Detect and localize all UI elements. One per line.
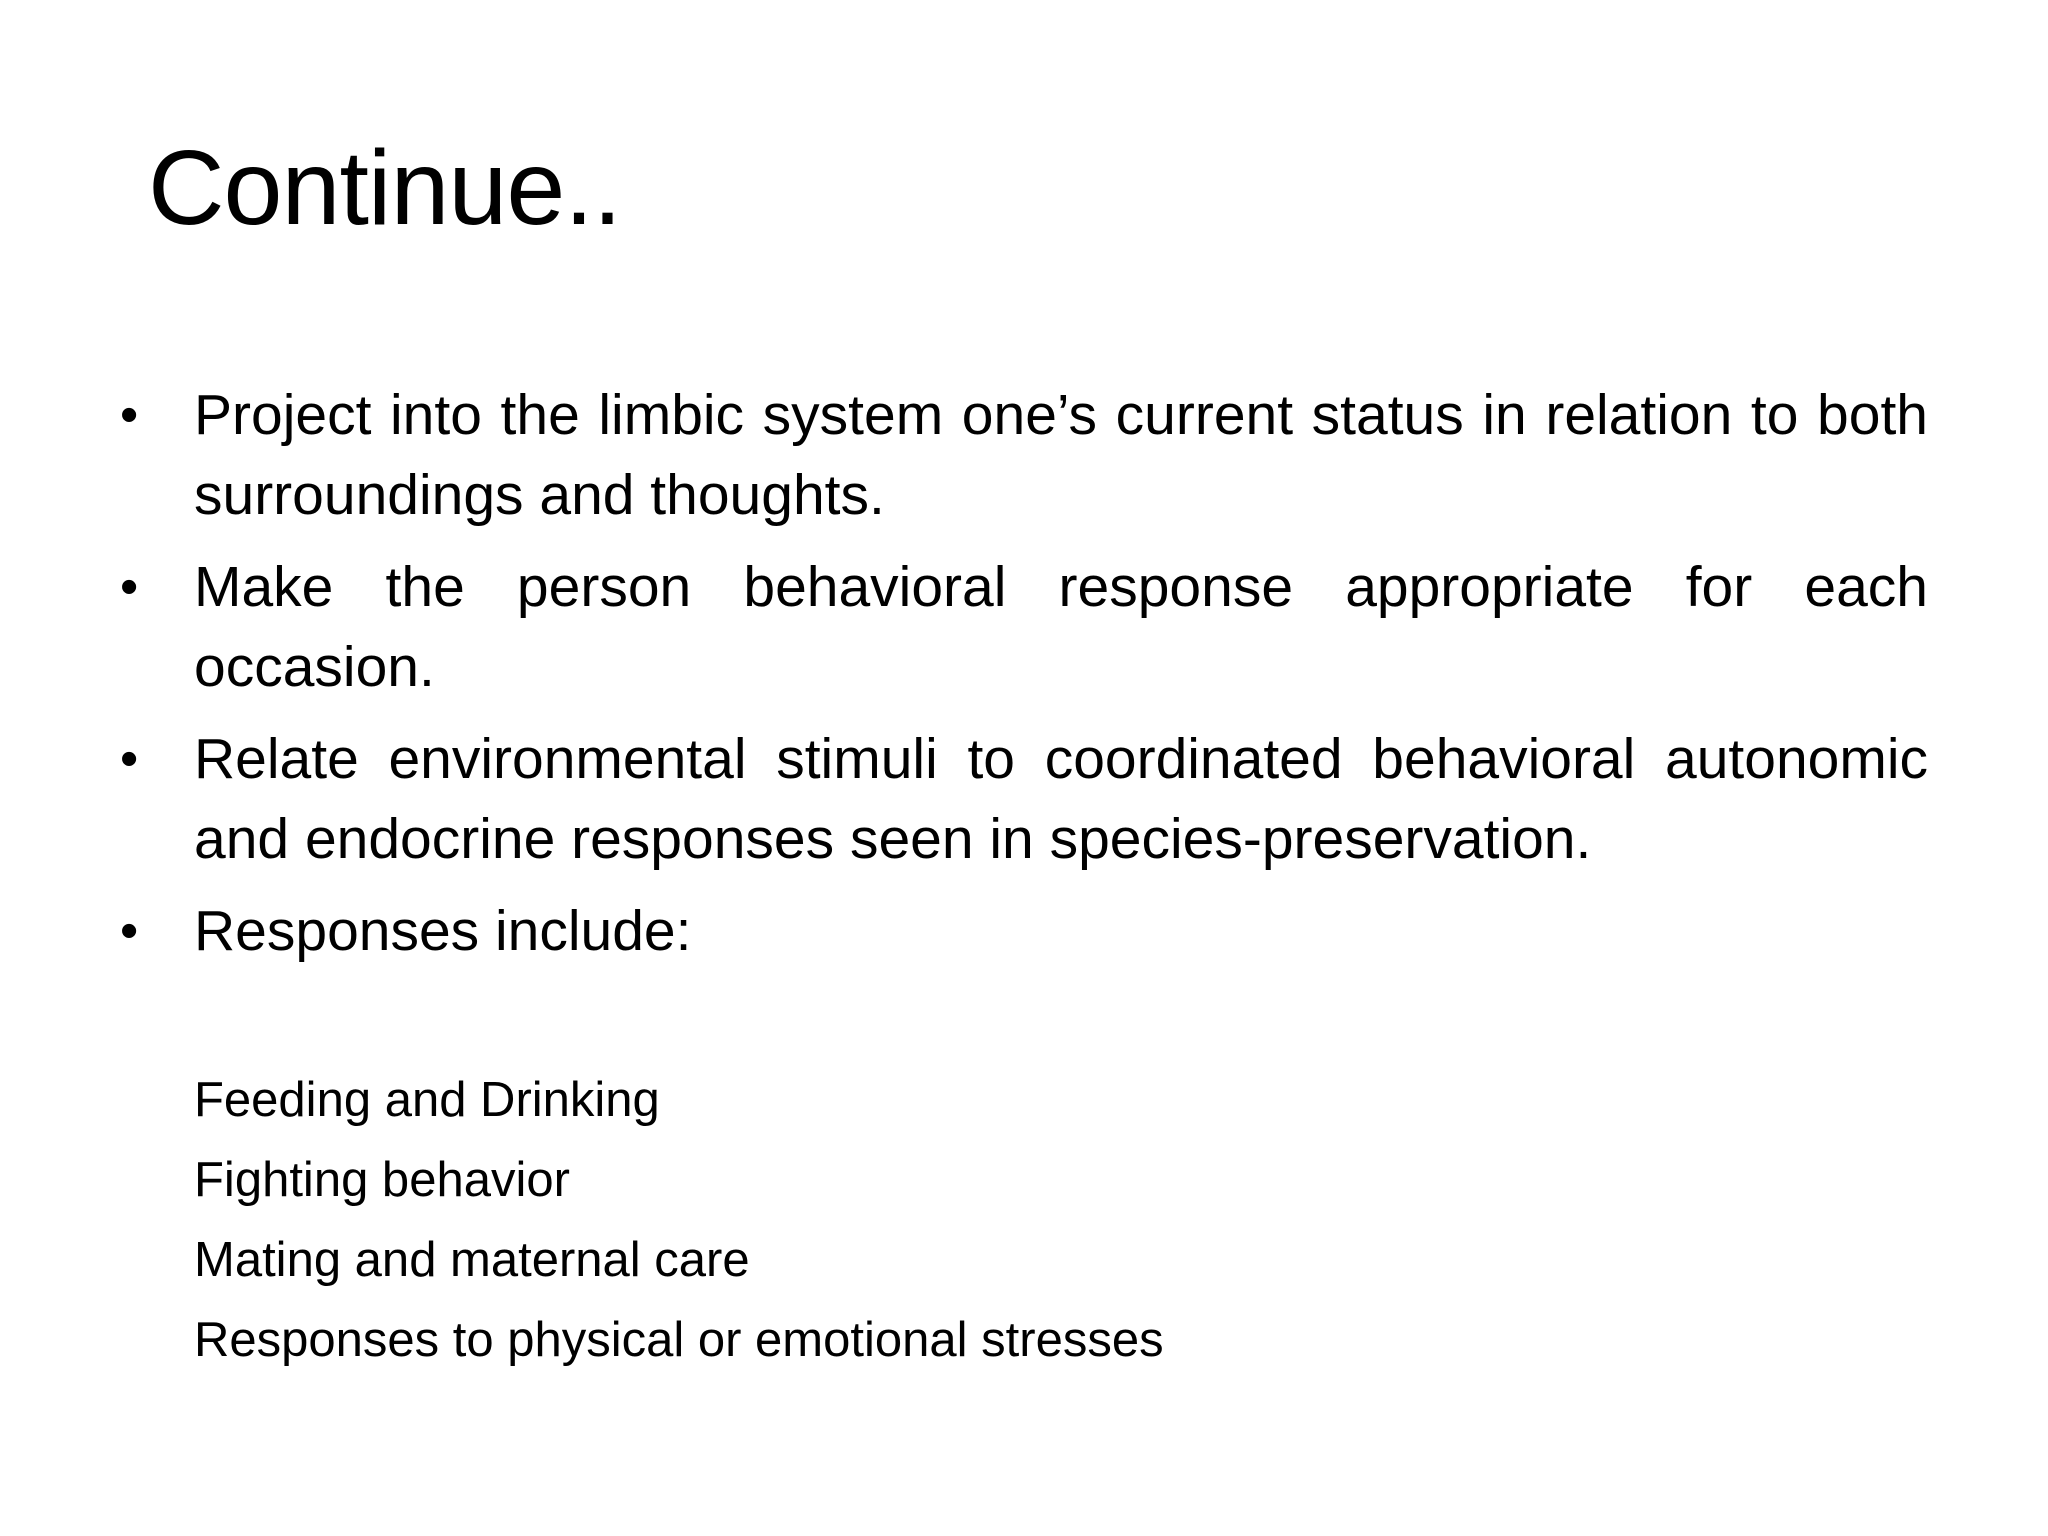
sub-item-feeding: Feeding and Drinking bbox=[194, 1073, 660, 1127]
bullet-item bbox=[0, 547, 1928, 707]
bullet-icon: • bbox=[120, 558, 139, 616]
bullet-item bbox=[0, 719, 1928, 879]
bullet-icon: • bbox=[120, 902, 139, 960]
slide-title: Continue.. bbox=[148, 129, 622, 247]
bullet-item bbox=[0, 375, 1928, 535]
responses-sub-list bbox=[194, 1060, 1164, 1380]
bullet-item bbox=[0, 891, 1928, 971]
bullet-list bbox=[0, 375, 2048, 983]
bullet-text: Make the person behavioral response appropriate for each occasion. bbox=[194, 555, 1928, 699]
sub-item-stresses: Responses to physical or emotional stresses bbox=[194, 1313, 1164, 1367]
bullet-text: Relate environmental stimuli to coordinated behavioral autonomic and endocrine responses seen in species-preservation. bbox=[194, 727, 1928, 871]
bullet-icon: • bbox=[120, 730, 139, 788]
bullet-text: Responses include: bbox=[194, 899, 692, 963]
sub-item-mating: Mating and maternal care bbox=[194, 1233, 750, 1287]
bullet-text: Project into the limbic system one’s current status in relation to both surroundings and thoughts. bbox=[194, 383, 1928, 527]
bullet-icon: • bbox=[120, 386, 139, 444]
sub-item-fighting: Fighting behavior bbox=[194, 1153, 570, 1207]
